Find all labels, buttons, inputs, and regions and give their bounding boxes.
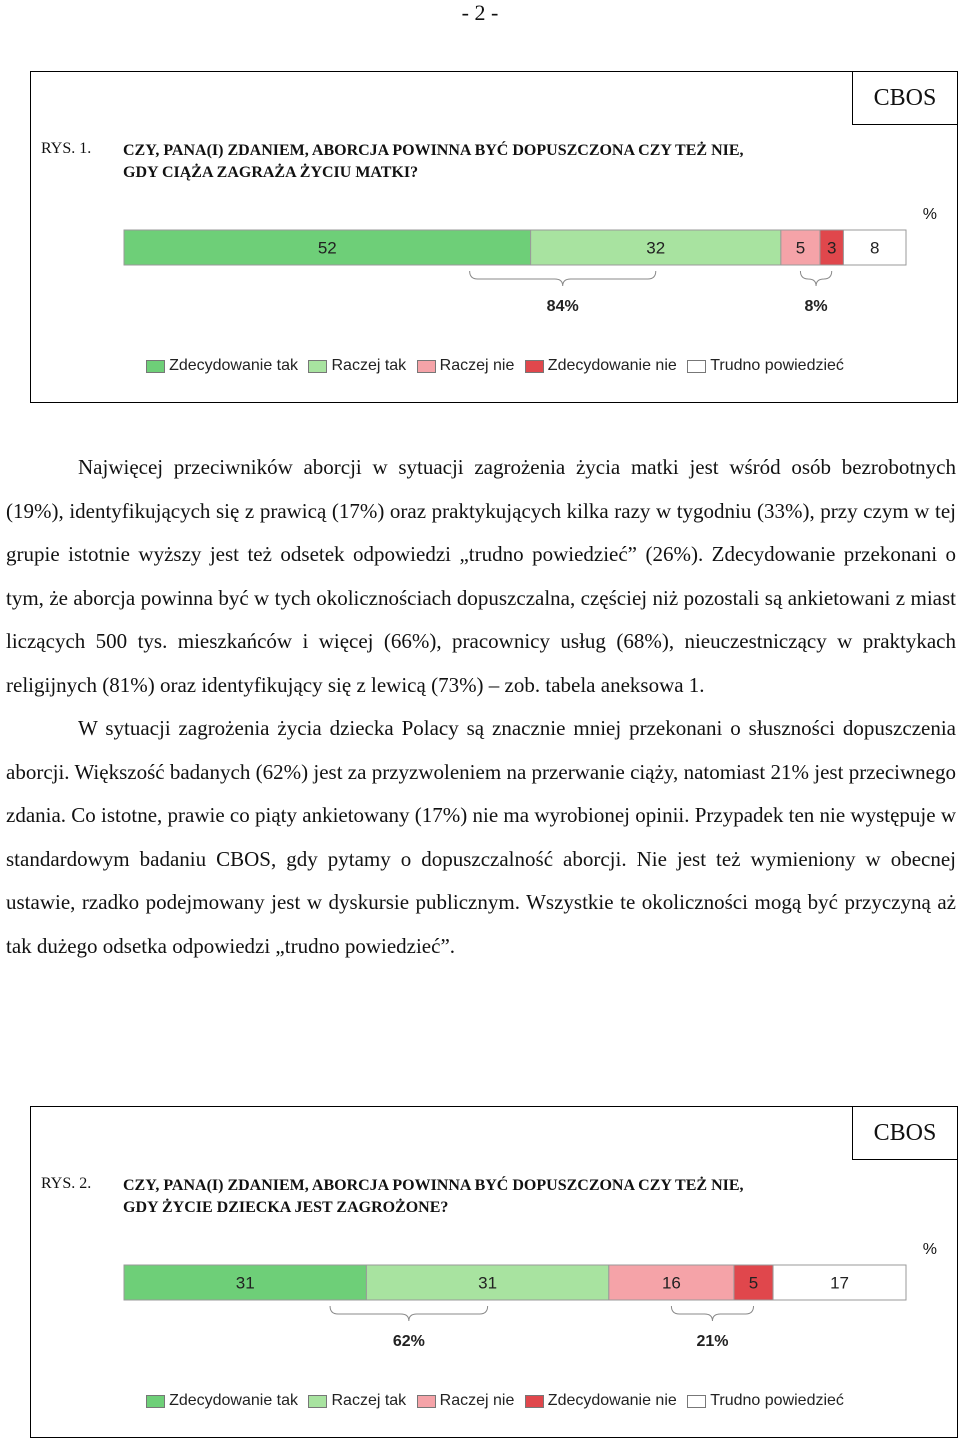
- group-total-label: 21%: [696, 1333, 729, 1350]
- figure-label: RYS. 1.: [41, 140, 92, 157]
- legend-swatch: [417, 360, 436, 373]
- legend-swatch: [308, 360, 327, 373]
- group-bracket: [671, 1306, 753, 1321]
- cbos-logo: CBOS: [852, 1106, 958, 1160]
- figure-label: RYS. 2.: [41, 1175, 92, 1192]
- legend-item: Zdecydowanie tak: [146, 357, 298, 375]
- legend-swatch: [687, 360, 706, 373]
- legend-item: Trudno powiedzieć: [687, 357, 844, 375]
- data-label: 52: [317, 238, 337, 258]
- paragraph: Najwięcej przeciwników aborcji w sytuacji zagrożenia życia matki jest wśród osób bezrobotnych (19%), identyfikujących się z prawicą (17%) oraz praktykujących kilka razy w tygodniu (33%), przy czym w tej grupie istotnie wyższy jest też odsetek odpowiedzi „trudno powiedzieć” (26%). Zdecydowanie przekonani o tym, że aborcja powinna być w tych okolicznościach dopuszczalna, częściej niż pozostali są ankietowani z miast liczących 500 tys. mieszkańców i więcej (66%), pracownicy usług (68%), nieuczestniczący w praktykach religijnych (81%) oraz identyfikujący się z lewicą (73%) – zob. tabela aneksowa 1.: [6, 455, 956, 697]
- legend-swatch: [146, 1395, 165, 1408]
- percent-sign: %: [922, 206, 937, 223]
- data-label: 31: [235, 1273, 255, 1293]
- legend-swatch: [525, 360, 544, 373]
- chart-legend: [31, 1392, 959, 1413]
- legend-item: Raczej tak: [308, 1392, 406, 1410]
- figure-2: [30, 1106, 958, 1438]
- legend-item: Trudno powiedzieć: [687, 1392, 844, 1410]
- data-label: 3: [826, 238, 837, 258]
- data-label: 17: [830, 1273, 849, 1293]
- legend-item: Zdecydowanie nie: [525, 1392, 677, 1410]
- legend-swatch: [146, 360, 165, 373]
- group-total-label: 62%: [392, 1333, 425, 1350]
- legend-swatch: [687, 1395, 706, 1408]
- data-label: 5: [748, 1273, 759, 1293]
- percent-sign: %: [922, 1241, 937, 1258]
- group-total-label: 84%: [546, 298, 579, 315]
- paragraph: W sytuacji zagrożenia życia dziecka Polacy są znacznie mniej przekonani o słuszności dopuszczenia aborcji. Większość badanych (62%) jest za przyzwoleniem na przerwanie ciąży, natomiast 21% jest przeciwnego zdania. Co istotne, prawie co piąty ankietowany (17%) nie ma wyrobionej opinii. Przypadek ten nie występuje w standardowym badaniu CBOS, gdy pytamy o dopuszczalność aborcji. Nie jest też wymieniony w obecnej ustawie, rzadko podejmowany jest w dyskursie publicznym. Wszystkie te okoliczności mogą być przyczyną aż tak dużego odsetka odpowiedzi „trudno powiedzieć”.: [6, 716, 956, 958]
- question-line: GDY ŻYCIE DZIECKA JEST ZAGROŻONE?: [123, 1199, 449, 1216]
- data-label: 32: [646, 238, 666, 258]
- legend-item: Raczej nie: [417, 1392, 515, 1410]
- group-bracket: [330, 1306, 488, 1321]
- question-line: CZY, PANA(I) ZDANIEM, ABORCJA POWINNA BYĆ DOPUSZCZONA CZY TEŻ NIE,: [123, 1177, 744, 1194]
- question-line: CZY, PANA(I) ZDANIEM, ABORCJA POWINNA BYĆ DOPUSZCZONA CZY TEŻ NIE,: [123, 142, 744, 159]
- legend-item: Raczej nie: [417, 357, 515, 375]
- group-total-label: 8%: [804, 298, 828, 315]
- legend-item: Raczej tak: [308, 357, 406, 375]
- data-label: 16: [661, 1273, 681, 1293]
- legend-swatch: [417, 1395, 436, 1408]
- data-label: 8: [869, 238, 880, 258]
- legend-swatch: [308, 1395, 327, 1408]
- data-label: 5: [795, 238, 806, 258]
- body-text: [6, 446, 956, 968]
- legend-item: Zdecydowanie tak: [146, 1392, 298, 1410]
- legend-swatch: [525, 1395, 544, 1408]
- data-label: 31: [478, 1273, 498, 1293]
- chart-legend: [31, 357, 959, 378]
- group-bracket: [800, 271, 831, 286]
- page-number: - 2 -: [461, 0, 499, 25]
- legend-item: Zdecydowanie nie: [525, 357, 677, 375]
- figure-1: [30, 71, 958, 403]
- stacked-bar-chart: [31, 1107, 957, 1367]
- question-line: GDY CIĄŻA ZAGRAŻA ŻYCIU MATKI?: [123, 164, 419, 181]
- stacked-bar-chart: [31, 72, 957, 332]
- group-bracket: [470, 271, 656, 286]
- cbos-logo: CBOS: [852, 71, 958, 125]
